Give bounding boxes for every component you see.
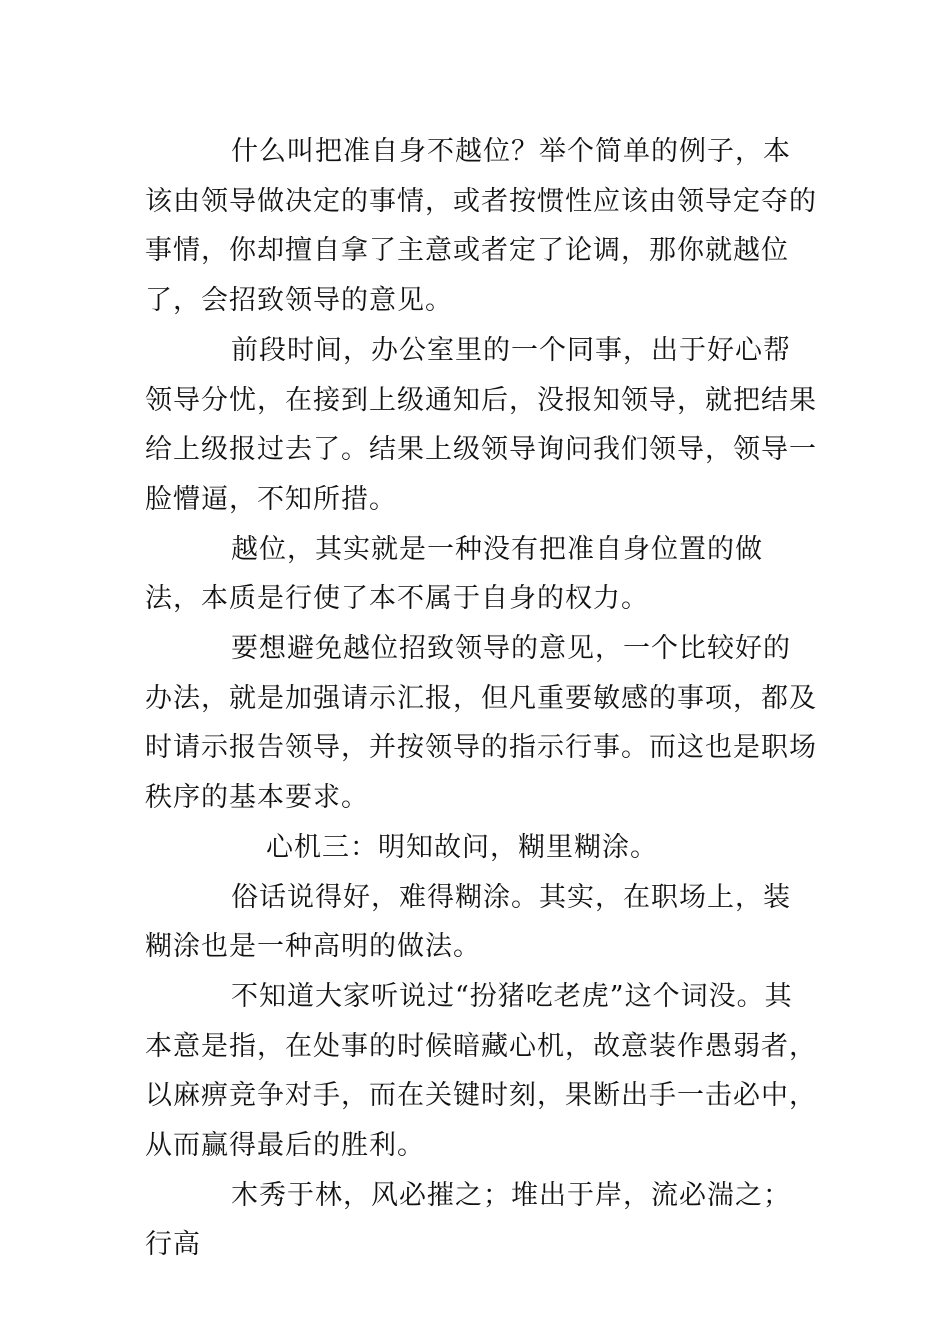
section-heading-scheme-three: 心机三：明知故问，糊里糊涂。 <box>266 831 658 863</box>
paragraph-overstepping-definition: 什么叫把准自身不越位？举个简单的例子，本该由领导做决定的事情，或者按惯性应该由领导定夺的事情，你却擅自拿了主意或者定了论调，那你就越位了，会招致领导的意见。 <box>145 136 817 317</box>
paragraph-overstepping-essence: 越位，其实就是一种没有把准自身位置的做法，本质是行使了本不属于自身的权力。 <box>145 533 763 615</box>
paragraph-playing-dumb: 俗话说得好，难得糊涂。其实，在职场上，装糊涂也是一种高明的做法。 <box>145 881 791 963</box>
paragraph-pig-eats-tiger: 不知道大家听说过“扮猪吃老虎”这个词没。其本意是指，在处事的时候暗藏心机，故意装作愚弱者，以麻痹竞争对手，而在关键时刻，果断出手一击必中，从而赢得最后的胜利。 <box>145 980 817 1162</box>
paragraph-avoid-overstepping: 要想避免越位招致领导的意见，一个比较好的办法，就是加强请示汇报，但凡重要敏感的事项，都及时请示报告领导，并按领导的指示行事。而这也是职场秩序的基本要求。 <box>145 633 817 814</box>
paragraph-colleague-example: 前段时间，办公室里的一个同事，出于好心帮领导分忧，在接到上级通知后，没报知领导，就把结果给上级报过去了。结果上级领导询问我们领导，领导一脸懵逼，不知所措。 <box>145 334 817 515</box>
paragraph-proverb: 木秀于林，风必摧之；堆出于岸，流必湍之；行高 <box>145 1179 791 1261</box>
document-body <box>145 127 817 1270</box>
